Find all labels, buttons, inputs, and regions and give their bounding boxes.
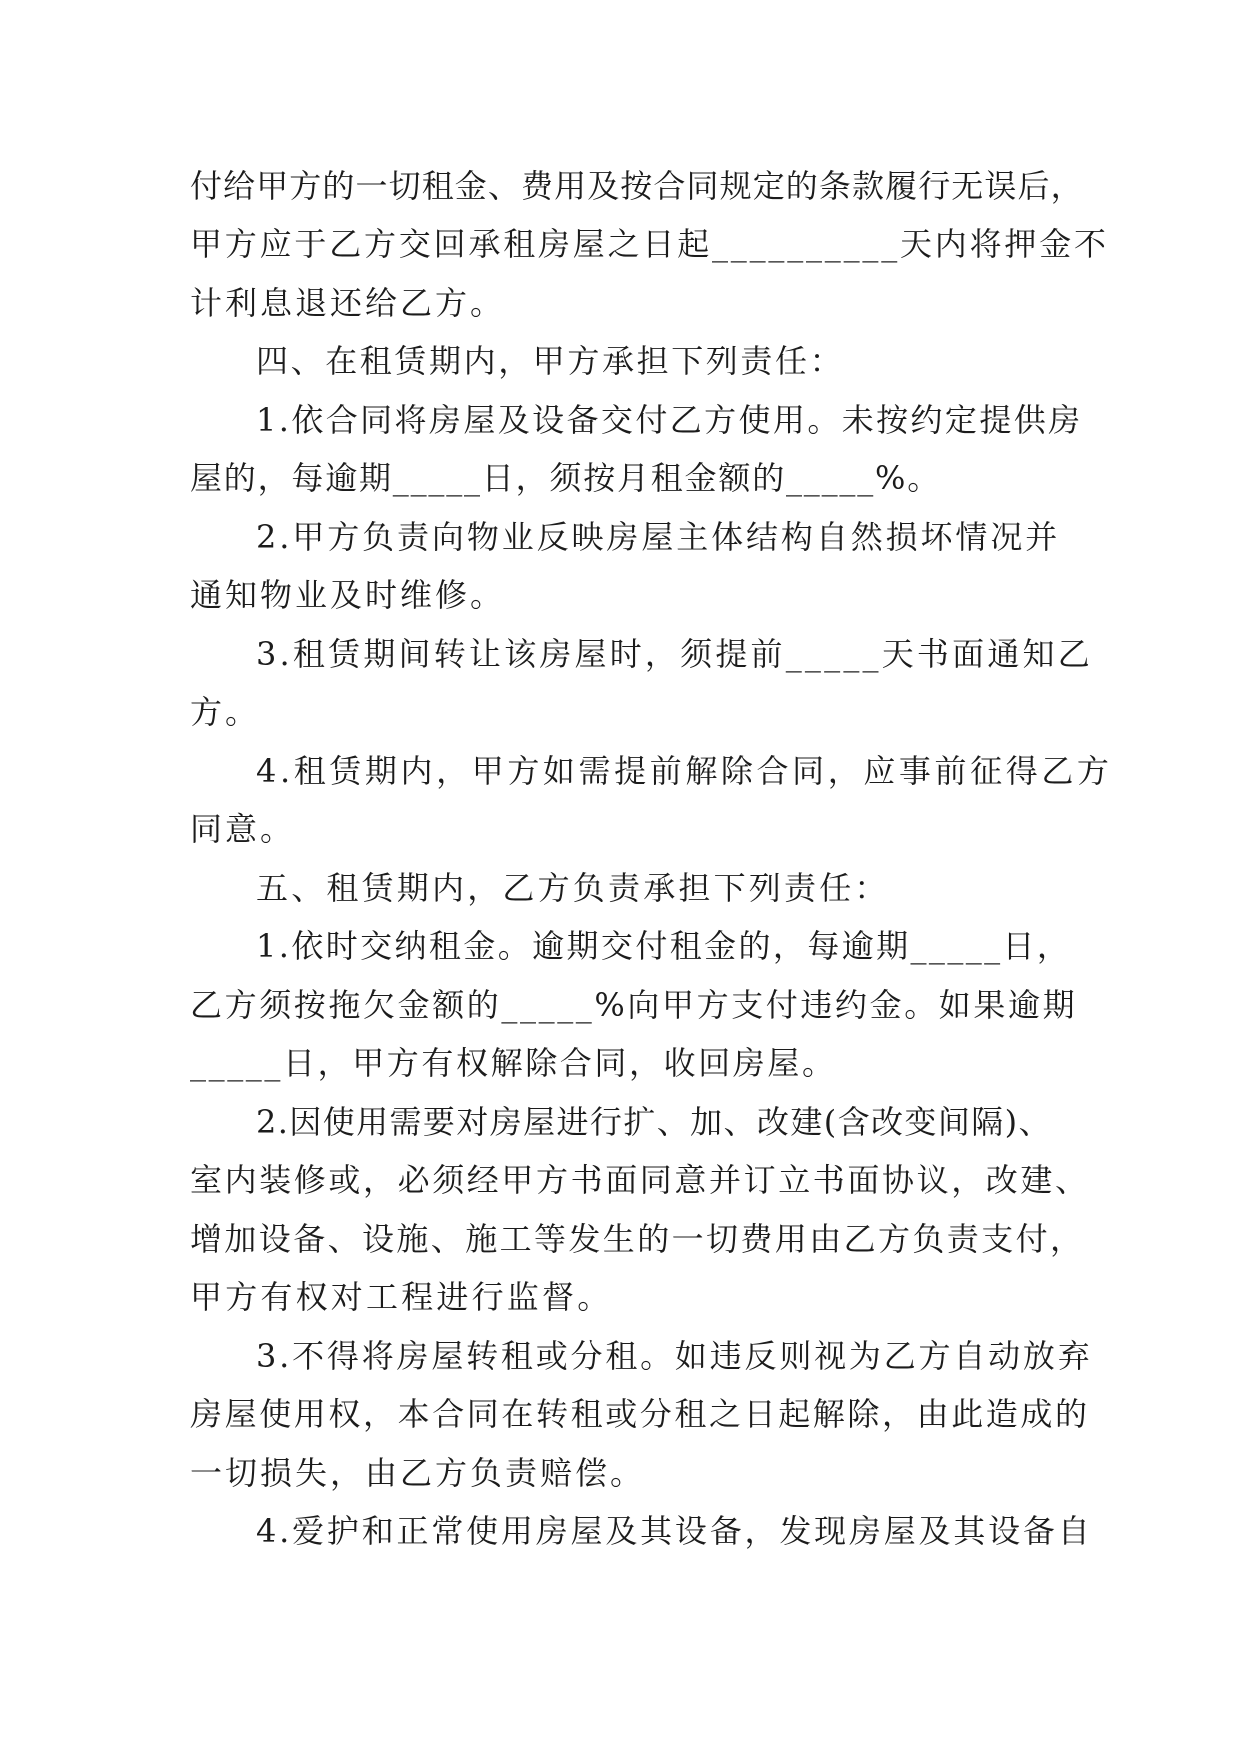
text-line: 乙方须按拖欠金额的_____%向甲方支付违约金。如果逾期 — [190, 986, 1078, 1024]
text-line: 方。 — [190, 693, 261, 731]
section-heading: 四、在租赁期内，甲方承担下列责任： — [256, 342, 845, 380]
text-line: 4.爱护和正常使用房屋及其设备，发现房屋及其设备自 — [256, 1512, 1093, 1550]
text-line: 3.租赁期间转让该房屋时，须提前_____天书面通知乙 — [256, 635, 1093, 673]
text-line: 计利息退还给乙方。 — [190, 284, 506, 322]
text-line: 屋的，每逾期_____日，须按月租金额的_____%。 — [190, 459, 942, 497]
text-line: 1.依时交纳租金。逾期交付租金的，每逾期_____日， — [256, 927, 1072, 965]
text-line: 一切损失，由乙方负责赔偿。 — [190, 1454, 646, 1492]
text-line: _____日，甲方有权解除合同，收回房屋。 — [190, 1044, 837, 1082]
text-line: 付给甲方的一切租金、费用及按合同规定的条款履行无误后， — [190, 167, 1084, 205]
text-line: 3.不得将房屋转租或分租。如违反则视为乙方自动放弃 — [256, 1337, 1093, 1375]
text-line: 甲方有权对工程进行监督。 — [190, 1278, 613, 1316]
text-line: 2.甲方负责向物业反映房屋主体结构自然损坏情况并 — [256, 518, 1061, 556]
text-line: 4.租赁期内，甲方如需提前解除合同，应事前征得乙方 — [256, 752, 1113, 790]
text-line: 甲方应于乙方交回承租房屋之日起__________天内将押金不 — [190, 225, 1109, 263]
text-line: 通知物业及时维修。 — [190, 576, 506, 614]
text-line: 同意。 — [190, 810, 296, 848]
text-line: 室内装修或，必须经甲方书面同意并订立书面协议，改建、 — [190, 1161, 1090, 1199]
text-line: 增加设备、设施、施工等发生的一切费用由乙方负责支付， — [190, 1220, 1085, 1258]
section-heading: 五、租赁期内，乙方负责承担下列责任： — [256, 869, 890, 907]
text-line: 2.因使用需要对房屋进行扩、加、改建(含改变间隔)、 — [256, 1103, 1052, 1141]
text-line: 1.依合同将房屋及设备交付乙方使用。未按约定提供房 — [256, 401, 1083, 439]
text-line: 房屋使用权，本合同在转租或分租之日起解除，由此造成的 — [190, 1395, 1090, 1433]
